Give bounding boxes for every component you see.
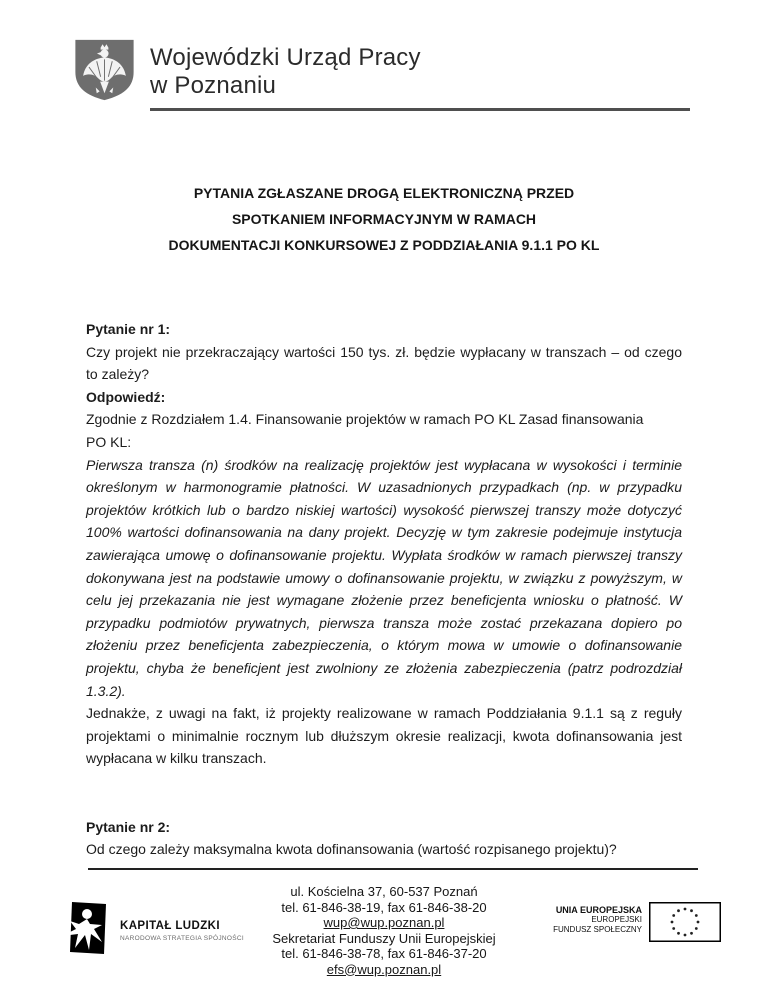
document-title — [0, 180, 768, 258]
question-2-label: Pytanie nr 2: — [86, 818, 171, 835]
answer-intro: Zgodnie z Rozdziałem 1.4. Finansowanie projektów w ramach PO KL Zasad finansowania PO KL: — [86, 411, 644, 450]
answer-note: Jednakże, z uwagi na fakt, iż projekty realizowane w ramach Poddziałania 9.1.1 są z reguły projektami o minimalnie rocznym lub dłuższym okresie realizacji, kwota dofinansowania jest wypłacana w kilku transzach. — [86, 705, 682, 767]
document-title-line3: DOKUMENTACJI KONKURSOWEJ Z PODDZIAŁANIA 9.1.1 PO KL — [168, 237, 600, 253]
answer-label: Odpowiedź: — [86, 388, 166, 405]
kapital-ludzki-title: KAPITAŁ LUDZKI — [120, 920, 220, 932]
question-1-text: Czy projekt nie przekraczający wartości 150 tys. zł. będzie wypłacany w transzach – od czego to zależy? — [86, 343, 682, 383]
address-phone-2: tel. 61-846-38-78, fax 61-846-37-20 — [281, 946, 487, 961]
org-name-line1: Wojewódzki Urząd Pracy — [150, 44, 421, 71]
document-title-line2: SPOTKANIEM INFORMACYJNYM W RAMACH — [231, 211, 537, 227]
eu-fund-label-line2: FUNDUSZ SPOŁECZNY — [553, 925, 642, 934]
address-secretariat: Sekretariat Funduszy Unii Europejskiej — [272, 930, 496, 946]
address-phone-1: tel. 61-846-38-19, fax 61-846-38-20 — [281, 899, 487, 915]
header-divider — [150, 108, 690, 111]
org-name-line2: w Poznaniu — [150, 72, 277, 99]
footer-divider — [88, 868, 698, 870]
email-link-wup[interactable]: wup@wup.poznan.pl — [323, 915, 445, 930]
eu-union-label: UNIA EUROPEJSKA — [555, 905, 642, 915]
answer-quotation: Pierwsza transza (n) środków na realizację projektów jest wypłacana w wysokości i terminie określonym w harmonogramie płatności. W uzasadnionych przypadkach (np. w przypadku projektów krótkich lub o bardzo niskiej wartości) wysokość pierwszej transzy może dotyczyć 100% wartości dofinansowania na dany projekt. Decyzję w tym zakresie podejmuje instytucja zawierająca umowę o dofinansowanie projektu. Wypłata środków w ramach pierwszej transzy dokonywana jest na podstawie umowy o dofinansowanie projektu, w związku z powyższym, w celu jej przekazania nie jest wymagane złożenie przez beneficjenta wniosku o płatność. W przypadku podmiotów prywatnych, pierwsza transza może zostać przekazana dopiero po złożeniu przez beneficjenta zabezpieczenia, o którym mowa w umowie o dofinansowanie projektu, chyba że beneficjent jest zwolniony ze złożenia zabezpieczenia (patrz podrozdział 1.3.2). — [86, 456, 682, 699]
email-link-efs[interactable]: efs@wup.poznan.pl — [326, 961, 442, 977]
eu-text-block — [520, 905, 642, 935]
document-title-line1: PYTANIA ZGŁASZANE DROGĄ ELEKTRONICZNĄ PRZED — [193, 185, 575, 201]
kapital-ludzki-subtitle: NARODOWA STRATEGIA SPÓJNOŚCI — [120, 935, 244, 942]
question-1-label: Pytanie nr 1: — [86, 321, 171, 337]
address-street: ul. Kościelna 37, 60-537 Poznań — [290, 884, 478, 899]
question-2-text: Od czego zależy maksymalna kwota dofinansowania (wartość rozpisanego projektu)? — [86, 841, 617, 858]
eu-flag-icon — [649, 902, 721, 942]
org-name — [150, 44, 421, 100]
poznan-coat-of-arms-icon — [72, 37, 137, 103]
eu-fund-label-line1: EUROPEJSKI — [591, 915, 642, 924]
document-body — [86, 318, 682, 861]
kapital-ludzki-logo-icon — [62, 900, 108, 956]
